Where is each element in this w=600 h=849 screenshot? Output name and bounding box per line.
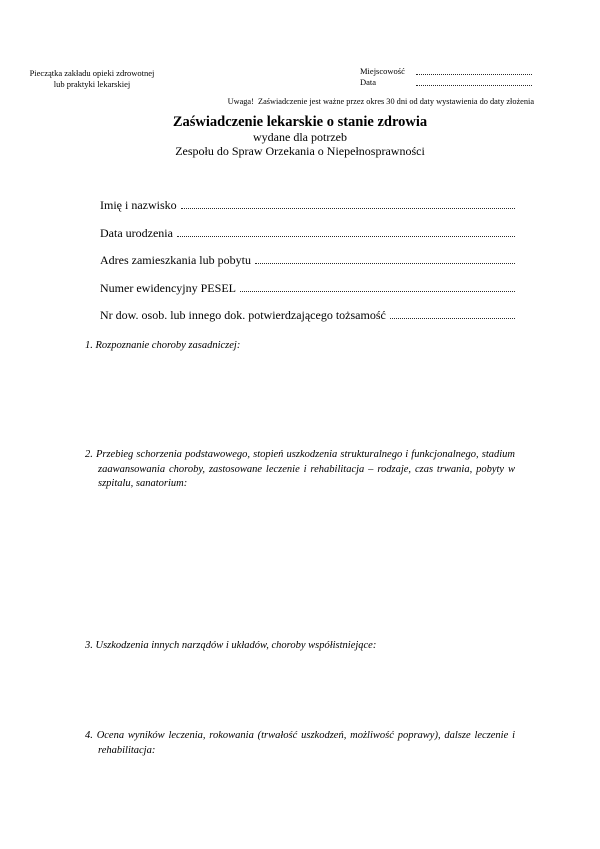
section-3-number: 3. xyxy=(85,640,93,651)
birthdate-fill-in-line xyxy=(177,236,515,237)
address-fill-in-line xyxy=(255,263,515,264)
stamp-note-line1: Pieczątka zakładu opieki zdrowotnej xyxy=(29,68,155,78)
name-field-label: Imię i nazwisko xyxy=(100,198,177,212)
document-subtitle-2: Zespołu do Spraw Orzekania o Niepełnosprawności xyxy=(175,144,425,158)
section-2-text: Przebieg schorzenia podstawowego, stopień uszkodzenia strukturalnego i funkcjonalnego, stadium zaawansowania choroby, zastosowane leczenie i rehabilitacja – rodzaje, czas trwania, pobyty w szpitalu, sanatorium: xyxy=(95,449,515,490)
stamp-note-line2: lub praktyki lekarskiej xyxy=(53,78,131,89)
id-document-fill-in-line xyxy=(390,318,515,319)
section-1-number: 1. xyxy=(85,340,93,351)
place-date-block xyxy=(360,66,532,88)
date-label: Data xyxy=(360,77,377,87)
date-field xyxy=(360,77,532,88)
birthdate-field-label: Data urodzenia xyxy=(100,225,173,240)
section-2-number: 2. xyxy=(85,449,93,460)
place-label: Miejscowość xyxy=(360,66,405,76)
place-fill-in-line xyxy=(416,74,532,75)
validity-notice: Uwaga! Zaświadczenie jest ważne przez okres 30 dni od daty wystawienia do daty złożenia xyxy=(227,97,534,106)
personal-data-fields xyxy=(100,199,515,337)
pesel-fill-in-line xyxy=(240,291,515,292)
field-row-id-document xyxy=(100,309,515,321)
field-row-birthdate xyxy=(100,227,515,239)
title-block xyxy=(0,114,600,158)
stamp-area-note xyxy=(28,68,156,89)
document-title: Zaświadczenie lekarskie o stanie zdrowia xyxy=(172,114,428,130)
section-1-text: Rozpoznanie choroby zasadniczej: xyxy=(95,340,241,351)
field-row-address xyxy=(100,254,515,266)
section-3-text: Uszkodzenia innych narządów i układów, choroby współistniejące: xyxy=(95,640,377,651)
section-3-other-conditions xyxy=(85,639,515,654)
section-4-treatment-assessment xyxy=(85,729,515,758)
date-fill-in-line xyxy=(416,85,532,86)
section-2-disease-course xyxy=(85,448,515,492)
address-field-label: Adres zamieszkania lub pobytu xyxy=(100,253,251,268)
field-row-name xyxy=(100,199,515,211)
name-fill-in-line xyxy=(181,208,515,209)
place-field xyxy=(360,66,532,77)
id-document-field-label: Nr dow. osob. lub innego dok. potwierdzającego tożsamość xyxy=(100,308,386,323)
section-1-diagnosis xyxy=(85,339,515,354)
field-row-pesel xyxy=(100,282,515,294)
document-subtitle-1: wydane dla potrzeb xyxy=(253,130,347,144)
section-4-text: Ocena wyników leczenia, rokowania (trwałość uszkodzeń, możliwość poprawy), dalsze leczenie i rehabilitacja: xyxy=(96,730,515,756)
pesel-field-label: Numer ewidencyjny PESEL xyxy=(100,280,236,295)
section-4-number: 4. xyxy=(85,730,93,741)
